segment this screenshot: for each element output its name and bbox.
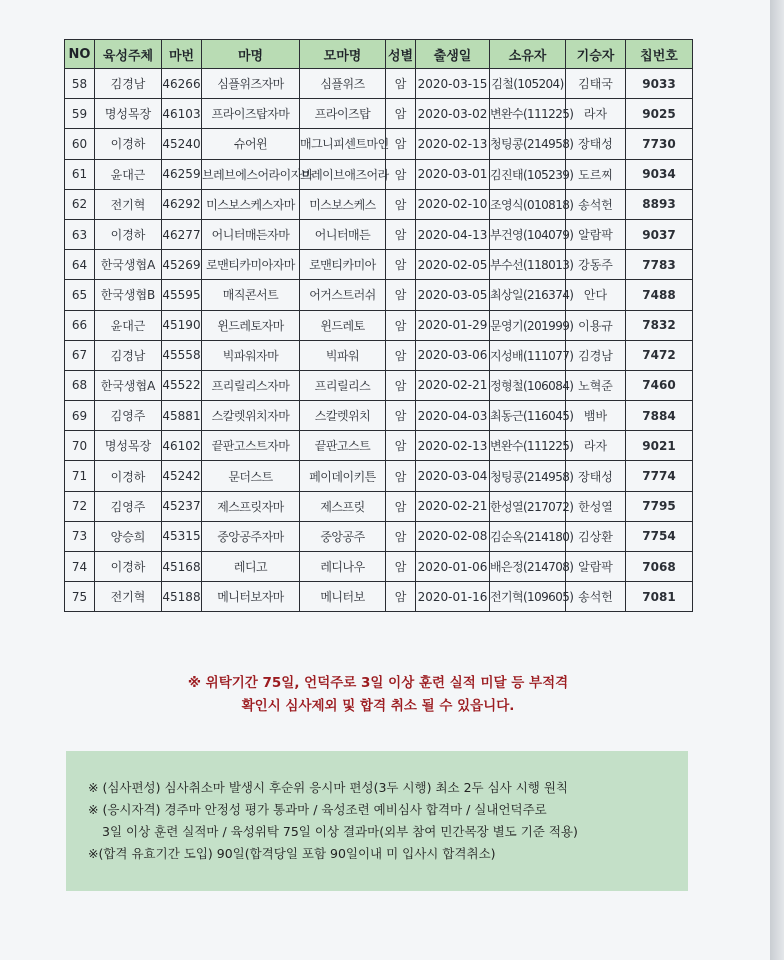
mother-name-cell: 프리릴리스	[300, 370, 386, 400]
mother-name-cell: 중앙공주	[300, 521, 386, 551]
chip-number-cell: 7832	[626, 310, 693, 340]
mother-name-cell: 어니터매든	[300, 219, 386, 249]
owner-cell: 지성배(111077)	[490, 340, 566, 370]
horse-number-cell: 45522	[162, 370, 202, 400]
sex-cell: 암	[386, 189, 416, 219]
rider-cell: 뱀바	[566, 401, 626, 431]
breeder-cell: 이경하	[95, 552, 162, 582]
breeder-cell: 이경하	[95, 129, 162, 159]
sex-cell: 암	[386, 219, 416, 249]
horse-roster-table	[64, 39, 693, 612]
horse-name-cell: 로맨티카미아자마	[202, 250, 300, 280]
horse-number-cell: 45558	[162, 340, 202, 370]
birth-date-cell: 2020-03-06	[416, 340, 490, 370]
chip-number-cell: 7488	[626, 280, 693, 310]
sex-cell: 암	[386, 370, 416, 400]
rider-cell: 김경남	[566, 340, 626, 370]
mother-name-cell: 로맨티카미아	[300, 250, 386, 280]
row-number: 74	[65, 552, 95, 582]
table-row	[65, 340, 693, 370]
row-number: 75	[65, 582, 95, 612]
birth-date-cell: 2020-02-10	[416, 189, 490, 219]
horse-name-cell: 매직콘서트	[202, 280, 300, 310]
mother-name-cell: 미스보스케스	[300, 189, 386, 219]
rider-cell: 장태성	[566, 461, 626, 491]
horse-name-cell: 슈어윈	[202, 129, 300, 159]
horse-number-cell: 45315	[162, 521, 202, 551]
horse-number-cell: 45595	[162, 280, 202, 310]
breeder-cell: 한국생협A	[95, 250, 162, 280]
chip-number-cell: 9037	[626, 219, 693, 249]
header-mother-name: 모마명	[300, 40, 386, 69]
breeder-cell: 김영주	[95, 401, 162, 431]
rider-cell: 송석헌	[566, 189, 626, 219]
birth-date-cell: 2020-03-05	[416, 280, 490, 310]
table-header-row	[65, 40, 693, 69]
table-row	[65, 280, 693, 310]
sex-cell: 암	[386, 582, 416, 612]
table-row	[65, 491, 693, 521]
note-validity-period: ※(합격 유효기간 도입) 90일(합격당일 포함 90일이내 미 입사시 합격취소)	[88, 846, 496, 861]
birth-date-cell: 2020-01-29	[416, 310, 490, 340]
birth-date-cell: 2020-03-02	[416, 99, 490, 129]
table-row	[65, 159, 693, 189]
breeder-cell: 양승희	[95, 521, 162, 551]
owner-cell: 청팅콩(214958)	[490, 129, 566, 159]
owner-cell: 정형철(106084)	[490, 370, 566, 400]
birth-date-cell: 2020-02-13	[416, 431, 490, 461]
rider-cell: 알람팍	[566, 219, 626, 249]
mother-name-cell: 브레이브애즈어라	[300, 159, 386, 189]
horse-number-cell: 45881	[162, 401, 202, 431]
notes-box	[66, 751, 688, 891]
row-number: 70	[65, 431, 95, 461]
breeder-cell: 이경하	[95, 461, 162, 491]
row-number: 63	[65, 219, 95, 249]
chip-number-cell: 7460	[626, 370, 693, 400]
row-number: 60	[65, 129, 95, 159]
table-row	[65, 370, 693, 400]
table-row	[65, 582, 693, 612]
horse-number-cell: 45168	[162, 552, 202, 582]
horse-number-cell: 45190	[162, 310, 202, 340]
birth-date-cell: 2020-02-21	[416, 370, 490, 400]
warning-line-1: ※ 위탁기간 75일, 언덕주로 3일 이상 훈련 실적 미달 등 부적격	[187, 675, 569, 691]
horse-number-cell: 46102	[162, 431, 202, 461]
rider-cell: 장태성	[566, 129, 626, 159]
horse-number-cell: 45237	[162, 491, 202, 521]
horse-number-cell: 46103	[162, 99, 202, 129]
birth-date-cell: 2020-02-05	[416, 250, 490, 280]
sex-cell: 암	[386, 99, 416, 129]
chip-number-cell: 7472	[626, 340, 693, 370]
row-number: 67	[65, 340, 95, 370]
owner-cell: 변완수(111225)	[490, 431, 566, 461]
breeder-cell: 이경하	[95, 219, 162, 249]
row-number: 68	[65, 370, 95, 400]
chip-number-cell: 9021	[626, 431, 693, 461]
row-number: 69	[65, 401, 95, 431]
sex-cell: 암	[386, 280, 416, 310]
sex-cell: 암	[386, 129, 416, 159]
horse-number-cell: 45242	[162, 461, 202, 491]
mother-name-cell: 끝판고스트	[300, 431, 386, 461]
mother-name-cell: 매그니피센트마인	[300, 129, 386, 159]
sex-cell: 암	[386, 552, 416, 582]
owner-cell: 김철(105204)	[490, 69, 566, 99]
note-exam-schedule: ※ (심사편성) 심사취소마 발생시 후순위 응시마 편성(3두 시행) 최소 2두 심사 시행 원칙	[88, 780, 568, 795]
birth-date-cell: 2020-01-06	[416, 552, 490, 582]
warning-line-2: 확인시 심사제외 및 합격 취소 될 수 있읍니다.	[241, 698, 515, 714]
mother-name-cell: 심플위즈	[300, 69, 386, 99]
mother-name-cell: 제스프릿	[300, 491, 386, 521]
mother-name-cell: 어거스트러쉬	[300, 280, 386, 310]
horse-name-cell: 중앙공주자마	[202, 521, 300, 551]
header-no: NO	[65, 40, 95, 69]
horse-name-cell: 프리릴리스자마	[202, 370, 300, 400]
chip-number-cell: 7081	[626, 582, 693, 612]
chip-number-cell: 7884	[626, 401, 693, 431]
owner-cell: 변완수(111225)	[490, 99, 566, 129]
chip-number-cell: 7730	[626, 129, 693, 159]
sex-cell: 암	[386, 159, 416, 189]
row-number: 58	[65, 69, 95, 99]
horse-name-cell: 스칼렛위치자마	[202, 401, 300, 431]
birth-date-cell: 2020-04-03	[416, 401, 490, 431]
owner-cell: 전기혁(109605)	[490, 582, 566, 612]
rider-cell: 라자	[566, 431, 626, 461]
page-edge	[770, 0, 784, 960]
rider-cell: 이용규	[566, 310, 626, 340]
row-number: 73	[65, 521, 95, 551]
horse-number-cell: 46266	[162, 69, 202, 99]
mother-name-cell: 메니터보	[300, 582, 386, 612]
rider-cell: 라자	[566, 99, 626, 129]
rider-cell: 한성열	[566, 491, 626, 521]
table-row	[65, 69, 693, 99]
horse-name-cell: 제스프릿자마	[202, 491, 300, 521]
rider-cell: 노혁준	[566, 370, 626, 400]
table-row	[65, 461, 693, 491]
chip-number-cell: 7783	[626, 250, 693, 280]
mother-name-cell: 프라이즈탑	[300, 99, 386, 129]
horse-number-cell: 46259	[162, 159, 202, 189]
mother-name-cell: 윈드레토	[300, 310, 386, 340]
header-horse-number: 마번	[162, 40, 202, 69]
rider-cell: 김상환	[566, 521, 626, 551]
horse-number-cell: 45240	[162, 129, 202, 159]
owner-cell: 한성열(217072)	[490, 491, 566, 521]
rider-cell: 알람팍	[566, 552, 626, 582]
birth-date-cell: 2020-03-04	[416, 461, 490, 491]
header-owner: 소유자	[490, 40, 566, 69]
chip-number-cell: 7774	[626, 461, 693, 491]
rider-cell: 강동주	[566, 250, 626, 280]
sex-cell: 암	[386, 401, 416, 431]
header-birth-date: 출생일	[416, 40, 490, 69]
breeder-cell: 김경남	[95, 340, 162, 370]
birth-date-cell: 2020-02-13	[416, 129, 490, 159]
horse-name-cell: 레디고	[202, 552, 300, 582]
breeder-cell: 한국생협B	[95, 280, 162, 310]
table-row	[65, 99, 693, 129]
horse-number-cell: 45188	[162, 582, 202, 612]
table-row	[65, 401, 693, 431]
row-number: 64	[65, 250, 95, 280]
horse-name-cell: 어니터매든자마	[202, 219, 300, 249]
header-horse-name: 마명	[202, 40, 300, 69]
horse-name-cell: 심플위즈자마	[202, 69, 300, 99]
breeder-cell: 윤대근	[95, 159, 162, 189]
table-row	[65, 189, 693, 219]
mother-name-cell: 빅파워	[300, 340, 386, 370]
chip-number-cell: 9033	[626, 69, 693, 99]
sex-cell: 암	[386, 431, 416, 461]
breeder-cell: 명성목장	[95, 431, 162, 461]
breeder-cell: 김영주	[95, 491, 162, 521]
birth-date-cell: 2020-03-15	[416, 69, 490, 99]
owner-cell: 최상일(216374)	[490, 280, 566, 310]
breeder-cell: 김경남	[95, 69, 162, 99]
horse-number-cell: 46292	[162, 189, 202, 219]
rider-cell: 김태국	[566, 69, 626, 99]
row-number: 71	[65, 461, 95, 491]
breeder-cell: 윤대근	[95, 310, 162, 340]
owner-cell: 문영기(201999)	[490, 310, 566, 340]
chip-number-cell: 7754	[626, 521, 693, 551]
row-number: 72	[65, 491, 95, 521]
horse-name-cell: 끝판고스트자마	[202, 431, 300, 461]
owner-cell: 최동근(116045)	[490, 401, 566, 431]
note-eligibility-continued: 3일 이상 훈련 실적마 / 육성위탁 75일 이상 결과마(외부 참여 민간목장 별도 기준 적용)	[102, 824, 578, 839]
mother-name-cell: 스칼렛위치	[300, 401, 386, 431]
chip-number-cell: 9034	[626, 159, 693, 189]
horse-number-cell: 45269	[162, 250, 202, 280]
horse-name-cell: 빅파워자마	[202, 340, 300, 370]
table-row	[65, 521, 693, 551]
horse-name-cell: 메니터보자마	[202, 582, 300, 612]
rider-cell: 도르찌	[566, 159, 626, 189]
birth-date-cell: 2020-02-21	[416, 491, 490, 521]
owner-cell: 배은정(214708)	[490, 552, 566, 582]
sex-cell: 암	[386, 250, 416, 280]
note-eligibility: ※ (응시자격) 경주마 안정성 평가 통과마 / 육성조련 예비심사 합격마 / 실내언덕주로	[88, 802, 547, 817]
row-number: 65	[65, 280, 95, 310]
birth-date-cell: 2020-02-08	[416, 521, 490, 551]
horse-name-cell: 윈드레토자마	[202, 310, 300, 340]
birth-date-cell: 2020-01-16	[416, 582, 490, 612]
horse-name-cell: 미스보스케스자마	[202, 189, 300, 219]
chip-number-cell: 8893	[626, 189, 693, 219]
horse-name-cell: 브레브에스어라이자마	[202, 159, 300, 189]
owner-cell: 부수선(118013)	[490, 250, 566, 280]
header-rider: 기승자	[566, 40, 626, 69]
rider-cell: 안다	[566, 280, 626, 310]
breeder-cell: 명성목장	[95, 99, 162, 129]
owner-cell: 김진태(105239)	[490, 159, 566, 189]
table-row	[65, 129, 693, 159]
row-number: 61	[65, 159, 95, 189]
sex-cell: 암	[386, 521, 416, 551]
breeder-cell: 전기혁	[95, 189, 162, 219]
rider-cell: 송석헌	[566, 582, 626, 612]
sex-cell: 암	[386, 340, 416, 370]
owner-cell: 부건영(104079)	[490, 219, 566, 249]
sex-cell: 암	[386, 69, 416, 99]
chip-number-cell: 7795	[626, 491, 693, 521]
table-row	[65, 552, 693, 582]
chip-number-cell: 7068	[626, 552, 693, 582]
row-number: 66	[65, 310, 95, 340]
horse-name-cell: 프라이즈탑자마	[202, 99, 300, 129]
owner-cell: 김순옥(214180)	[490, 521, 566, 551]
birth-date-cell: 2020-04-13	[416, 219, 490, 249]
breeder-cell: 전기혁	[95, 582, 162, 612]
horse-number-cell: 46277	[162, 219, 202, 249]
mother-name-cell: 페이데이키튼	[300, 461, 386, 491]
chip-number-cell: 9025	[626, 99, 693, 129]
birth-date-cell: 2020-03-01	[416, 159, 490, 189]
table-row	[65, 219, 693, 249]
sex-cell: 암	[386, 461, 416, 491]
breeder-cell: 한국생협A	[95, 370, 162, 400]
row-number: 59	[65, 99, 95, 129]
header-breeder: 육성주체	[95, 40, 162, 69]
horse-name-cell: 문더스트	[202, 461, 300, 491]
mother-name-cell: 레디나우	[300, 552, 386, 582]
header-chip-number: 칩번호	[626, 40, 693, 69]
table-row	[65, 310, 693, 340]
disqualification-warning	[64, 672, 692, 718]
owner-cell: 청팅콩(214958)	[490, 461, 566, 491]
owner-cell: 조영식(010818)	[490, 189, 566, 219]
table-row	[65, 431, 693, 461]
sex-cell: 암	[386, 310, 416, 340]
sex-cell: 암	[386, 491, 416, 521]
header-sex: 성별	[386, 40, 416, 69]
table-row	[65, 250, 693, 280]
row-number: 62	[65, 189, 95, 219]
